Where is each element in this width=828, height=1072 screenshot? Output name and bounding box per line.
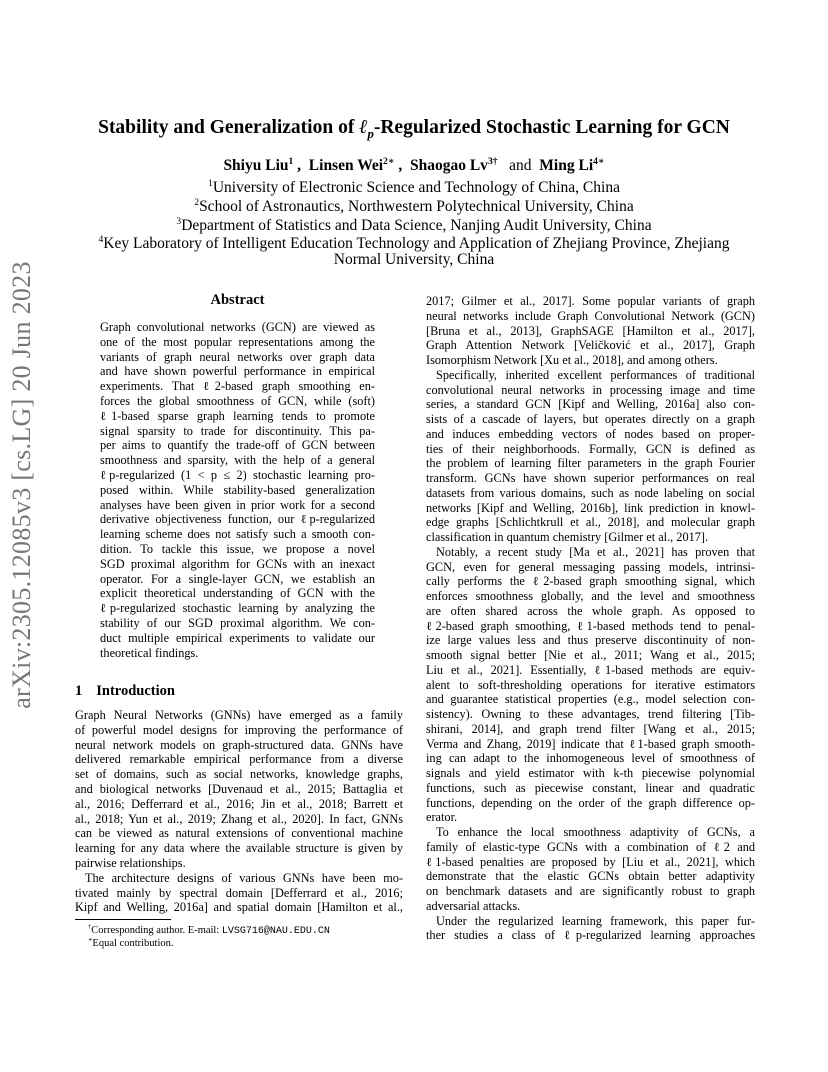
abstract-line: per aims to quantify the trade-off of GCN between [100, 438, 375, 453]
abstract-line: and have shown powerful performance in empirical [100, 364, 375, 379]
author-affiliation-mark: 1 [288, 155, 294, 167]
author-affiliation-mark: 4∗ [593, 155, 605, 167]
body-line: The architecture designs of various GNNs have been mo- [85, 870, 403, 885]
abstract-line: ℓ1-based sparse graph learning tends to promote [100, 408, 375, 423]
body-line: Specifically, inherited excellent performances of traditional [436, 367, 755, 382]
body-line: edge graphs [Schlichtkrull et al., 2018], and molecular graph [426, 515, 755, 530]
section-heading-introduction [75, 683, 175, 700]
paper-title: Stability and Generalization of ℓ$_p$-Regularized Stochastic Learning for GCN [98, 117, 730, 141]
body-line: and biological networks [Duvenaud et al., 2015; Battaglia et [75, 782, 403, 796]
body-line: learning for any data where the available structure is given by [75, 841, 403, 856]
body-line: can be viewed as natural extensions of conventional machine [75, 826, 403, 841]
footnote-mark: ∗ [88, 936, 93, 944]
affiliation-mark: 3 [176, 215, 182, 227]
body-line: [Bruna et al., 2013], GraphSAGE [Hamilton et al., 2017], [426, 323, 755, 338]
arxiv-identifier-text: arXiv:2305.12085v3 [cs.LG] 20 Jun 2023 [7, 261, 36, 709]
body-line: functions, such as piecewise constant, linear and quadratic [426, 780, 755, 795]
section-number: 1 [75, 683, 83, 699]
abstract-line: operator. For a single-layer GCN, we establish an [100, 571, 375, 586]
body-line: adversarial attacks. [426, 898, 521, 913]
body-line: pairwise relationships. [75, 856, 186, 870]
abstract-line: theoretical findings. [100, 645, 199, 660]
affiliation-mark: 2 [194, 196, 200, 208]
body-line: transform. GCNs have shown superior performances on real [426, 471, 755, 485]
abstract-line: Graph convolutional networks (GCN) are viewed as [100, 320, 375, 334]
body-line: functions, depending on the order of the graph difference op- [426, 795, 755, 810]
body-line: datasets from various domains, such as node labeling on social [426, 485, 755, 500]
body-line: To enhance the local smoothness adaptivity of GCNs, a [436, 825, 755, 839]
author-list: Shiyu Liu$^1$ , Linsen Wei$^{2∗}$ , Shaogao $Lv^{3\dagger}$ and Ming $Li^{4∗}$ [223, 155, 605, 174]
body-line: and induces embedding vectors of nodes based on proper- [426, 426, 755, 441]
body-line: and guarantee statistical properties (e.g., model selection con- [426, 692, 755, 707]
body-line: are often shared across the whole graph. As opposed to [426, 603, 755, 618]
abstract-line: stability of our SGD proximal algorithm. We con- [100, 616, 375, 630]
abstract-line: smoothness and sparsity, with the help of a general [100, 453, 375, 468]
body-line: cally performs the ℓ2-based graph smoothing signal, which [426, 574, 755, 589]
abstract-line: learning scheme does not satisfy such a smooth con- [100, 527, 375, 542]
body-line: ize large values less and thus preserve discontinuity of non- [426, 633, 755, 648]
footnote-equal [88, 938, 174, 951]
footnote-corresponding [88, 925, 330, 939]
abstract-line: ℓp-regularized (1 < p ≤ 2) stochastic learning pro- [100, 468, 375, 482]
footnote-text: Equal contribution. [92, 938, 174, 949]
body-line: smooth signal better [Nie et al., 2011; Wang et al., 2015; [426, 648, 755, 662]
abstract-line: experiments. That ℓ2-based graph smoothing en- [100, 379, 375, 394]
body-line: neural network models on graph-structured data. GNNs have [75, 737, 403, 752]
author-name: Ming Li [539, 157, 594, 174]
abstract-line: ℓp-regularized stochastic learning by analyzing the [100, 601, 375, 616]
body-line: set of domains, such as social networks, knowledge graphs, [75, 767, 403, 782]
body-line: Verma and Zhang, 2019] indicate that ℓ1-based graph smooth- [426, 736, 755, 751]
abstract-line: posed within. While stability-based generalization [100, 482, 375, 497]
section-title: Introduction [96, 683, 175, 699]
body-line: of powerful model designs for improving the performance of [75, 722, 403, 737]
body-line: ties of their neighborhoods. Formally, GCN is defined as [426, 441, 755, 456]
affiliation [60, 198, 768, 216]
abstract-line: signal sparsity to trade for discontinuity. This pa- [100, 423, 375, 438]
abstract-line: analyses have been given in prior work for a second [100, 497, 375, 512]
affiliation [60, 217, 768, 235]
body-line: neural networks include Graph Convolutional Network (GCN) [426, 308, 755, 323]
body-line: series, a standard GCN [Kipf and Welling, 2016a] also con- [426, 397, 755, 412]
footnote-text: Corresponding author. E-mail: [91, 925, 222, 936]
body-line: Liu et al., 2021]. Essentially, ℓ1-based methods are equiv- [426, 662, 755, 677]
body-line: Notably, a recent study [Ma et al., 2021] has proven that [436, 544, 755, 559]
body-line: demonstrate that the elastic GCNs obtain better adaptivity [426, 869, 755, 884]
abstract-line: forces the global smoothness of GCN, while (soft) [100, 394, 375, 408]
body-line: networks [Kipf and Welling, 2016b], link prediction in knowl- [426, 500, 755, 515]
body-line: family of elastic-type GCNs with a combination of ℓ2 and [426, 839, 755, 854]
affiliation [60, 179, 768, 197]
body-line: enforces smoothness globally, and the level and smoothness [426, 589, 755, 603]
affiliation-mark: 1 [208, 177, 213, 189]
body-line: Graph Attention Network [Veličković et al., 2017], Graph [426, 338, 755, 353]
body-line: tivated mainly by spectral domain [Defferrard et al., 2016; [75, 885, 403, 900]
abstract-line: one of the most popular representations among the [100, 334, 375, 349]
abstract-line: dition. To tackle this issue, we propose a novel [100, 542, 375, 556]
body-line: 2017; Gilmer et al., 2017]. Some popular variants of graph [426, 294, 755, 308]
body-line: ing can adapt to the inhomogeneous level of smoothness of [426, 751, 755, 766]
body-line: al., 2016; Defferrard et al., 2016; Jin et al., 2018; Barrett et [75, 796, 403, 811]
abstract-heading: Abstract [210, 292, 265, 308]
body-line: Under the regularized learning framework, this paper fur- [436, 913, 755, 928]
author-name: Shiyu Liu [223, 157, 289, 174]
body-line: alent to soft-thresholding operations for iterative estimators [426, 677, 755, 692]
author-affiliation-mark: 3† [487, 155, 498, 167]
body-line: Kipf and Welling, 2016a] and spatial domain [Hamilton et al., [75, 900, 403, 915]
author-name: Linsen Wei [308, 157, 384, 174]
body-line: Graph Neural Networks (GNNs) have emerged as a family [75, 708, 403, 722]
body-line: Isomorphism Network [Xu et al., 2018], and among others. [426, 353, 718, 367]
body-line: GCN, even for general messaging passing models, intrinsi- [426, 559, 755, 574]
abstract-line: variants of graph neural networks over graph data [100, 349, 375, 364]
abstract-line: derivative objectiveness function, our ℓp-regularized [100, 512, 375, 527]
body-line: erator. [426, 810, 458, 825]
abstract-line: explicit theoretical understanding of GCN with the [100, 586, 375, 601]
body-line: classification in quantum chemistry [Gilmer et al., 2017]. [426, 530, 709, 544]
body-line: sists of a cascade of layers, but operates directly on a graph [426, 412, 755, 426]
body-line: al., 2018; Yun et al., 2019; Zhang et al., 2020]. In fact, GNNs [75, 811, 403, 826]
body-line: ther studies a class of ℓp-regularized learning approaches [426, 928, 755, 943]
body-line: on benchmark datasets and are significantly robust to graph [426, 884, 755, 898]
body-line: ℓ2-based graph smoothing, ℓ1-based methods tend to penal- [426, 618, 755, 633]
author-separator: and [509, 157, 532, 174]
body-line: delivered remarkable empirical performance from a diverse [75, 752, 403, 767]
body-line: ℓ1-based penalties are proposed by [Liu et al., 2021], which [426, 854, 755, 869]
body-line: convolutional neural networks in processing image and time [426, 382, 755, 397]
body-line: the problem of learning filter parameters in the graph Fourier [426, 456, 755, 471]
abstract-line: duct multiple empirical experiments to validate our [100, 630, 375, 645]
affiliation-continuation [60, 251, 768, 269]
body-line: shirani, 2014], and graph trend filter [Wang et al., 2015; [426, 721, 755, 736]
author-name: Shaogao Lv [409, 157, 488, 174]
footnote-mark: † [88, 923, 92, 931]
arxiv-identifier-sidebar [4, 261, 40, 709]
body-line: signals and yield estimator with k-th piecewise polynomial [426, 766, 755, 780]
body-line: sistency). Owning to these advantages, trend filtering [Tib- [426, 707, 755, 721]
affiliation-text: University of Electronic Science and Technology of China, China [212, 179, 620, 196]
author-affiliation-mark: 2∗ [383, 155, 395, 167]
abstract-line: SGD proximal algorithm for GCNs with an inexact [100, 556, 375, 571]
affiliation-mark: 4 [98, 233, 104, 245]
affiliation-text: Department of Statistics and Data Science, Nanjing Audit University, China [181, 217, 652, 234]
affiliation-text: Key Laboratory of Intelligent Education Technology and Application of Zhejiang Province, Zhejiang [103, 235, 730, 252]
affiliation-text: Normal University, China [333, 251, 495, 268]
footnote-rule [75, 919, 171, 920]
affiliation-text: School of Astronautics, Northwestern Polytechnical University, China [199, 198, 634, 215]
footnote-email: LVSG716@NAU.EDU.CN [221, 926, 330, 937]
